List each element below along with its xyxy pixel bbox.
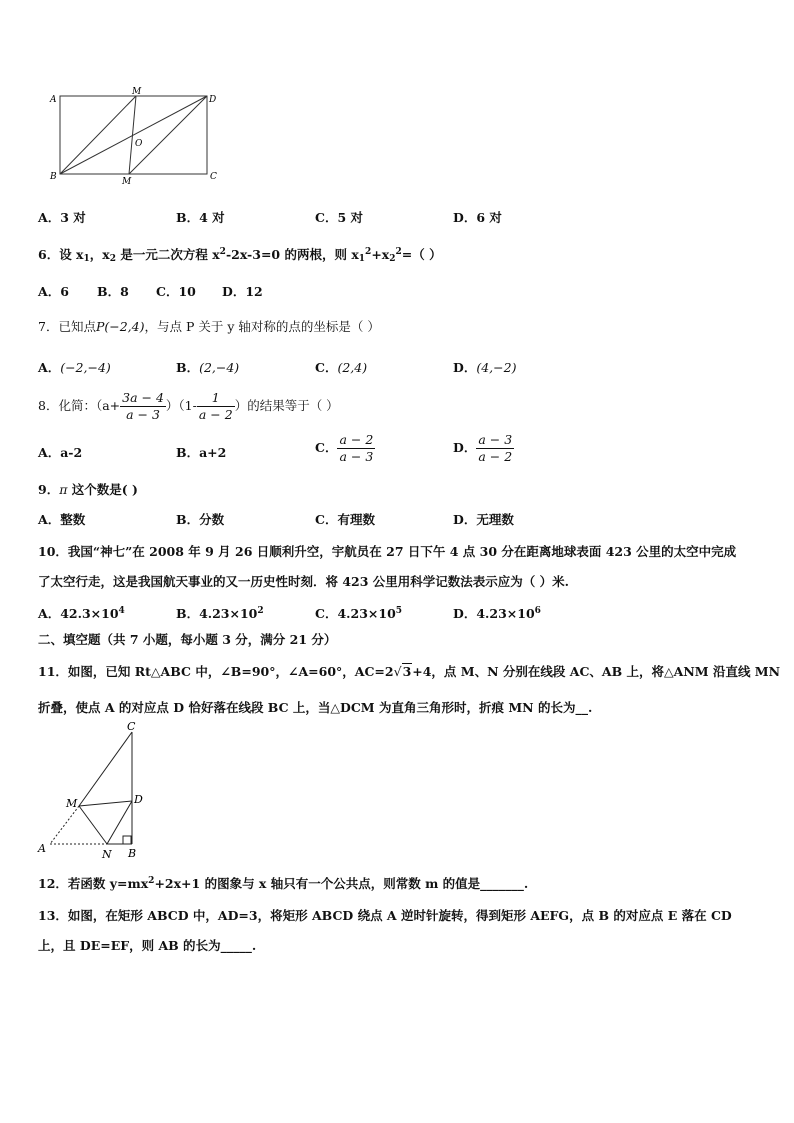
segment-mn: [79, 806, 107, 844]
q7-option-a[interactable]: A．(−2,−4): [38, 360, 111, 375]
q7-stem: 7．已知点P(−2,4)，与点 P 关于 y 轴对称的点的坐标是（ ）: [38, 319, 380, 334]
q9-option-c[interactable]: C．有理数: [315, 512, 375, 527]
segment-md: [79, 801, 132, 806]
q8-option-d[interactable]: D． $\frac{a - 3}{a - 2}$: [453, 432, 513, 464]
q5-option-a[interactable]: A．3 对: [38, 210, 86, 225]
figure-right-triangle-fold: [36, 720, 146, 862]
label-a: A: [38, 842, 46, 855]
q5-option-b[interactable]: B．4 对: [176, 210, 225, 225]
label-o: O: [135, 139, 143, 149]
q10-option-a[interactable]: A．$42.3\times 10^4$: [38, 606, 125, 621]
label-d: D: [209, 95, 217, 105]
label-n: N: [102, 848, 112, 861]
q5-option-c[interactable]: C．5 对: [315, 210, 363, 225]
segment-nd: [107, 801, 132, 844]
q7-option-c[interactable]: C．(2,4): [315, 360, 368, 375]
label-c: C: [210, 172, 217, 182]
q8-fraction-2: $\frac{1}{a - 2}$: [198, 390, 233, 422]
q10-option-d[interactable]: D．$4.23\times 10^6$: [453, 606, 541, 621]
q6-option-b[interactable]: B．8: [97, 284, 129, 299]
q6-option-d[interactable]: D．12: [222, 284, 263, 299]
segment-am-dashed: [50, 806, 79, 844]
q8-stem: 8．化简：（a+ $\frac{3a - 4}{a - 3}$ ）（1- $\frac{1}{a - 2}$ ）的结果等于（ ）: [38, 390, 339, 422]
q5-option-d[interactable]: D．6 对: [453, 210, 502, 225]
label-m-top: M: [132, 87, 142, 97]
label-b: B: [50, 172, 57, 182]
q6-option-a[interactable]: A．6: [38, 284, 69, 299]
label-m-bottom: M: [122, 177, 132, 186]
segment-mm: [129, 96, 136, 174]
q12-stem: 12．若函数 $y=mx^2+2x+1$ 的图象与 x 轴只有一个公共点，则常数 m 的值是_______.: [38, 876, 529, 891]
q10-stem-line2: 了太空行走，这是我国航天事业的又一历史性时刻．将 423 公里用科学记数法表示应为（ ）米.: [38, 574, 570, 589]
q10-option-c[interactable]: C．$4.23\times 10^5$: [315, 606, 403, 621]
label-b: B: [128, 847, 137, 860]
q8-fraction-1: $\frac{3a - 4}{a - 3}$: [122, 390, 164, 422]
label-d: D: [134, 793, 143, 806]
q9-option-d[interactable]: D．无理数: [453, 512, 514, 527]
q6-stem: 6．设 $x_1$，$x_2$ 是一元二次方程 $x^2-2x-3=0$ 的两根，则 $x_1^2+x_2^2=$（ ）: [38, 247, 442, 264]
q8-option-c[interactable]: C． $\frac{a - 2}{a - 3}$: [315, 432, 374, 464]
section-heading-fill-in: 二、填空题（共 7 小题，每小题 3 分，满分 21 分）: [38, 632, 337, 647]
segment-cm: [79, 732, 132, 806]
q9-stem: 9．π 这个数是( ): [38, 482, 138, 497]
q7-option-d[interactable]: D．(4,−2): [453, 360, 517, 375]
figure-rectangle-diagonals: [48, 86, 228, 186]
segment-bm: [60, 96, 136, 174]
label-m: M: [66, 797, 78, 810]
q7-option-b[interactable]: B．(2,−4): [176, 360, 240, 375]
q8-option-a[interactable]: A．a-2: [38, 445, 83, 460]
q9-option-b[interactable]: B．分数: [176, 512, 225, 527]
label-a: A: [50, 95, 57, 105]
q6-option-c[interactable]: C．10: [156, 284, 196, 299]
diagonal-bd: [60, 96, 207, 174]
segment-md: [129, 96, 207, 174]
q10-stem-line1: 10．我国“神七”在 2008 年 9 月 26 日顺利升空，宇航员在 27 日下午 4 点 30 分在距离地球表面 423 公里的太空中完成: [38, 544, 737, 559]
right-angle-mark: [123, 836, 131, 844]
q9-option-a[interactable]: A．整数: [38, 512, 86, 527]
q13-stem-line1: 13．如图，在矩形 ABCD 中，AD=3，将矩形 ABCD 绕点 A 逆时针旋转，得到矩形 AEFG，点 B 的对应点 E 落在 CD: [38, 908, 732, 923]
label-c: C: [127, 720, 136, 733]
q11-stem-line1: 11．如图，已知 Rt△ABC 中，∠B=90°，∠A=60°，AC=2√3+4，点 M、N 分别在线段 AC、AB 上，将△ANM 沿直线 MN: [38, 664, 781, 679]
q8-option-b[interactable]: B．a+2: [176, 445, 227, 460]
q13-stem-line2: 上，且 DE=EF，则 AB 的长为_____.: [38, 938, 257, 953]
q10-option-b[interactable]: B．$4.23\times 10^2$: [176, 606, 264, 621]
q11-stem-line2: 折叠，使点 A 的对应点 D 恰好落在线段 BC 上，当△DCM 为直角三角形时，折痕 MN 的长为__.: [38, 700, 593, 715]
